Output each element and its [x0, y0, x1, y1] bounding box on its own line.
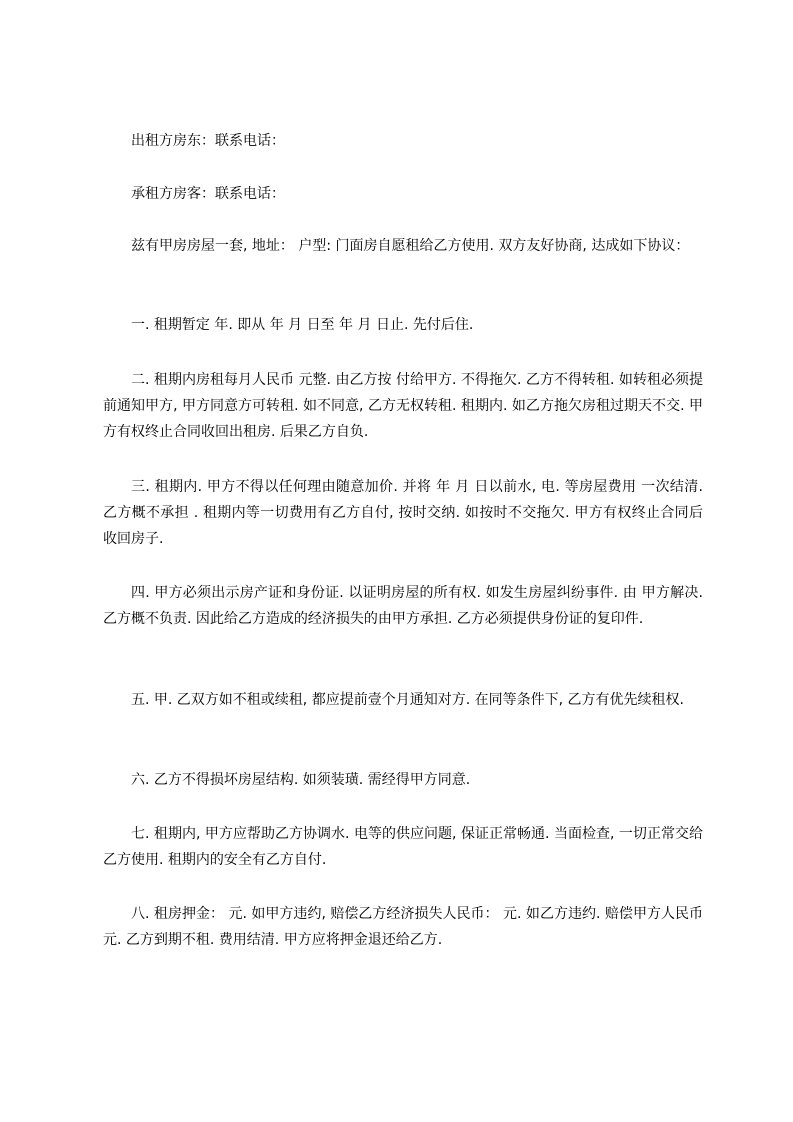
- clause-2-paragraph: 二. 租期内房租每月人民币 元整. 由乙方按 付给甲方. 不得拖欠. 乙方不得转租. 如转租必须提前通知甲方, 甲方同意方可转租. 如不同意, 乙方无权转租. 租期内. 如乙方拖欠房租过期天不交. 甲方有权终止合同收回出租房. 后果乙方自负.: [103, 372, 703, 440]
- clause-3-paragraph: 三. 租期内. 甲方不得以任何理由随意加价. 并将 年 月 日以前水, 电. 等房屋费用 一次结清. 乙方概不承担 . 租期内等一切费用有乙方自付, 按时交纳. 如按时不交拖欠. 甲方有权终止合同后收回房子.: [103, 479, 703, 547]
- landlord-line: 出租方房东：联系电话：: [131, 133, 285, 149]
- clause-1-paragraph: 一. 租期暂定 年. 即从 年 月 日至 年 月 日止. 先付后住.: [131, 317, 474, 333]
- tenant-line: 承租方房客：联系电话：: [131, 186, 285, 202]
- clause-5-paragraph: 五. 甲. 乙双方如不租或续租, 都应提前壹个月通知对方. 在同等条件下, 乙方有优先续租权.: [131, 692, 684, 708]
- preamble-paragraph: 兹有甲房房屋一套, 地址： 户型: 门面房自愿租给乙方使用. 双方友好协商, 达成如下协议：: [131, 238, 690, 254]
- clause-7-paragraph: 七. 租期内, 甲方应帮助乙方协调水. 电等的供应问题, 保证正常畅通. 当面检查, 一切正常交给乙方使用. 租期内的安全有乙方自付.: [103, 826, 703, 868]
- clause-4-paragraph: 四. 甲方必须出示房产证和身份证. 以证明房屋的所有权. 如发生房屋纠纷事件. 由 甲方解决. 乙方概不负责. 因此给乙方造成的经济损失的由甲方承担. 乙方必须提供身份证的复印件.: [103, 585, 703, 627]
- clause-8-paragraph: 八. 租房押金： 元. 如甲方违约, 赔偿乙方经济损失人民币： 元. 如乙方违约. 赔偿甲方人民币 元. 乙方到期不租. 费用结清. 甲方应将押金退还给乙方.: [103, 906, 703, 948]
- clause-6-paragraph: 六. 乙方不得损坏房屋结构. 如须装璜. 需经得甲方同意.: [131, 772, 471, 788]
